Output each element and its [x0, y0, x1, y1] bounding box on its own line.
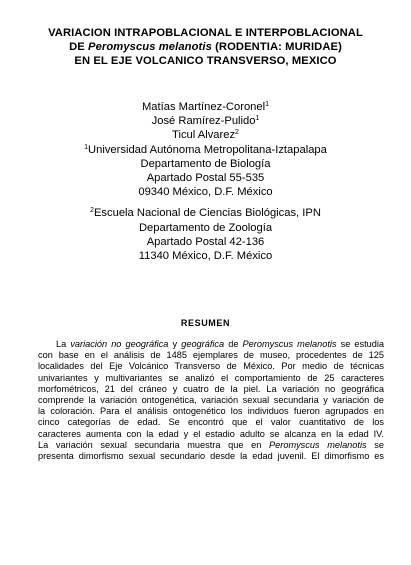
affiliation-2-institution — [0, 206, 411, 220]
abstract-line — [38, 339, 384, 350]
abstract-line: cinco categorías de edad. Se encontró que el valor cuantitativo de los — [38, 417, 384, 428]
abstract-line: caracteres aumenta con la edad y el estadio adulto se alcanza en la edad IV. — [38, 428, 384, 439]
abstract-italic-term: geográfica — [181, 339, 225, 349]
title-line-3: EN EL EJE VOLCANICO TRANSVERSO, MEXICO — [74, 55, 337, 67]
abstract-text: La — [56, 339, 71, 349]
affiliation-spacer — [0, 199, 411, 206]
affiliation-2-institution-name: Escuela Nacional de Ciencias Biológicas, IPN — [93, 207, 321, 220]
affiliation-2-city: 11340 México, D.F. México — [138, 250, 273, 263]
author-1-name: Matías Martínez-Coronel — [141, 101, 266, 113]
affiliation-2-mark: 2 — [90, 207, 94, 215]
abstract-line: morfométricos, 21 del cráneo y cuatro de la piel. La variación no geográfica — [38, 383, 384, 394]
author-1 — [0, 100, 411, 114]
abstract-species-name: Peromyscus melanotis — [269, 439, 367, 450]
title-line-2-suffix: (RODENTIA: MURIDAE) — [211, 41, 342, 53]
abstract-text: de — [224, 339, 243, 349]
author-3-name: Ticul Alvarez — [172, 129, 236, 142]
abstract-line: comprende la variación ontogenética, variación sexual secundaria y variación de — [38, 395, 384, 406]
abstract-body — [38, 339, 384, 462]
author-1-affiliation-mark: 1 — [265, 101, 269, 108]
affiliation-2-department: Departamento de Zoología — [138, 221, 273, 234]
author-block — [0, 100, 411, 263]
abstract-text: y — [168, 339, 182, 349]
affiliation-1-city: 09340 México, D.F. México — [138, 186, 273, 199]
abstract-italic-term: variación no geográfica — [70, 339, 169, 349]
affiliation-1-mark: 1 — [84, 143, 89, 151]
abstract-line: con base en el análisis de 1485 ejemplares de museo, procedentes de 125 — [38, 350, 384, 361]
article-title — [0, 26, 411, 68]
affiliation-1-department: Departamento de Biología — [140, 157, 271, 170]
abstract-text: se estudia — [336, 339, 385, 349]
abstract-line — [38, 440, 384, 451]
title-species-name: Peromyscus melanotis — [88, 41, 212, 53]
affiliation-1-institution-name: Universidad Autónoma Metropolitana-Iztapalapa — [88, 143, 327, 156]
affiliation-1-postal: Apartado Postal 55-535 — [146, 172, 265, 185]
title-line-2-prefix: DE — [69, 41, 89, 53]
title-line-2 — [0, 40, 411, 54]
author-2 — [0, 114, 411, 128]
author-2-affiliation-mark: 1 — [255, 115, 260, 123]
abstract-line: localidades del Eje Volcánico Transverso de México. Por medio de técnicas — [38, 361, 384, 372]
abstract-text: La variación sexual secundaria muestra que en — [38, 439, 270, 450]
resumen-heading: RESUMEN — [180, 318, 231, 328]
abstract-species-name: Peromyscus melanotis — [242, 339, 337, 349]
author-3-affiliation-mark: 2 — [235, 129, 239, 137]
author-2-name: José Ramírez-Pulido — [151, 115, 256, 128]
abstract-text: se — [366, 439, 384, 450]
title-line-1: VARIACION INTRAPOBLACIONAL E INTERPOBLACIONAL — [48, 27, 363, 39]
abstract-line: univariantes y multivariantes se analizó el comportamiento de 25 caracteres — [38, 372, 384, 383]
abstract-line: presenta dimorfismo sexual secundario desde la edad juvenil. El dimorfismo es — [38, 451, 384, 462]
author-3 — [0, 128, 411, 142]
affiliation-1-institution — [0, 143, 411, 157]
affiliation-2-postal: Apartado Postal 42-136 — [146, 235, 265, 248]
abstract-line: la coloración. Para el análisis ontogenético los individuos fueron agrupados en — [38, 406, 384, 417]
